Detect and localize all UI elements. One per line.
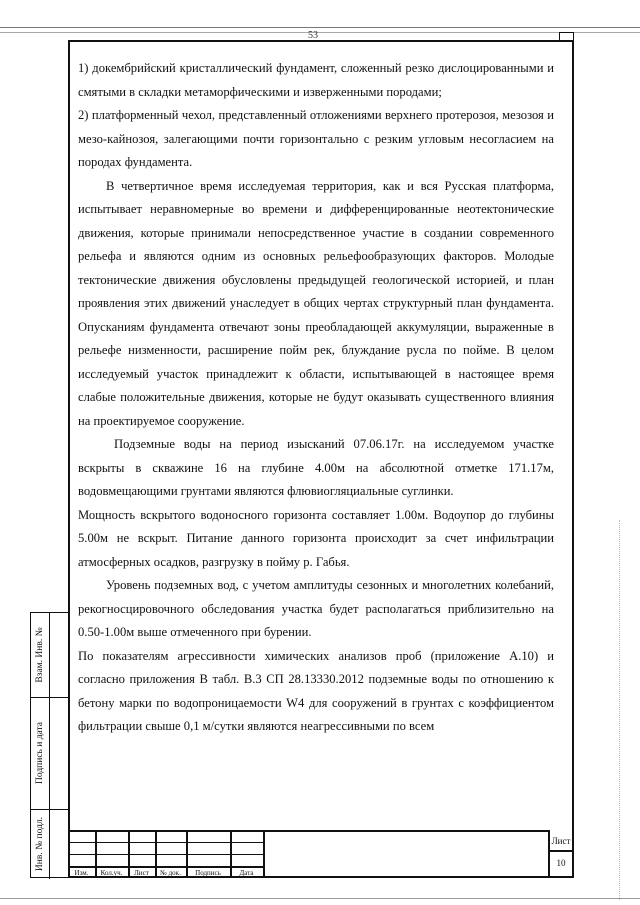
title-block — [68, 830, 574, 878]
sheet-number: 10 — [556, 858, 566, 868]
margin-stamp: Взам. Инв. № Подпись и дата Инв. № подл. — [30, 612, 68, 878]
tb-list: Лист — [134, 869, 149, 877]
tb-line — [68, 854, 263, 855]
sheet-label: Лист — [551, 836, 571, 846]
tb-n-dok: № док. — [160, 869, 181, 877]
tb-kol-uch: Кол.уч. — [100, 869, 123, 877]
tb-izm: Изм. — [74, 869, 89, 877]
stamp-row-divider — [31, 809, 69, 810]
tb-line — [68, 830, 548, 832]
tb-line — [548, 850, 574, 852]
tb-line — [68, 866, 263, 868]
stamp-row-divider — [31, 697, 69, 698]
scan-edge-bottom — [0, 898, 640, 899]
scan-edge-right — [619, 520, 620, 900]
paragraph-7: По показателям агрессивности химических анализов проб (приложение А.10) и согласно приложения В табл. В.3 СП 28.13330.2012 подземные воды по отношению к бетону марки по водопроницаемости W4 для сооружений в грунтах с коэффициентом фильтрации свыше 0,1 м/сутки являются неагрессивными по всем — [78, 648, 554, 733]
tb-line — [263, 830, 265, 878]
paragraph-2: 2) платформенный чехол, представленный отложениями верхнего протерозоя, мезозоя и мезо-кайнозоя, залегающими почти горизонтально с резким угловым несогласием на породах фундамента. — [78, 108, 554, 169]
frame-corner-tab — [559, 32, 574, 41]
stamp-divider — [49, 613, 50, 879]
paragraph-1: 1) докембрийский кристаллический фундамент, сложенный резко дислоцированными и смятыми в складки метаморфическими и изверженными породами; — [78, 61, 554, 99]
document-body — [78, 57, 554, 739]
tb-data: Дата — [239, 869, 254, 877]
paragraph-5: Мощность вскрытого водоносного горизонта составляет 1.00м. Водоупор до глубины 5.00м не вскрыт. Питание данного горизонта происходит за счет инфильтрации атмосферных осадков, разгрузку в пойму р. Габья. — [78, 507, 554, 569]
paragraph-4: Подземные воды на период изысканий 07.06.17г. на исследуемом участке вскрыты в скважине 16 на глубине 4.00м на абсолютной отметке 171.17м, водовмещающими грунтами являются флювиогляциальные суглинки. — [78, 437, 554, 498]
page-number: 53 — [308, 30, 318, 41]
paragraph-3: В четвертичное время исследуемая территория, как и вся Русская платформа, испытывает неравномерные во времени и дифференцированные неотектонические движения, которые принимали непосредственное участие в создании современного рельефа и являются одним из основных рельефообразующих факторов. Молодые тектонические движения обусловлены предыдущей геологической историей, и план проявления этих движений унаследует в общих чертах структурный план фундамента. Опусканиям фундамента отвечают зоны преобладающей аккумуляции, выраженные в рельефе низменности, расширение пойм рек, блуждание русла по пойме. В целом исследуемый участок принадлежит к области, испытывающей в настоящее время слабые положительные движения, которые не будут оказывать существенного влияния на проектируемое сооружение. — [78, 178, 554, 428]
tb-podpis: Подпись — [195, 869, 221, 877]
tb-line — [68, 842, 263, 843]
scan-edge-top-inner — [0, 32, 640, 33]
scan-edge-top — [0, 27, 640, 28]
paragraph-6: Уровень подземных вод, с учетом амплитуды сезонных и многолетних колебаний, рекогносцировочного обследования участка будет располагаться приблизительно на 0.50-1.00м выше отмеченного при бурении. — [78, 578, 554, 639]
